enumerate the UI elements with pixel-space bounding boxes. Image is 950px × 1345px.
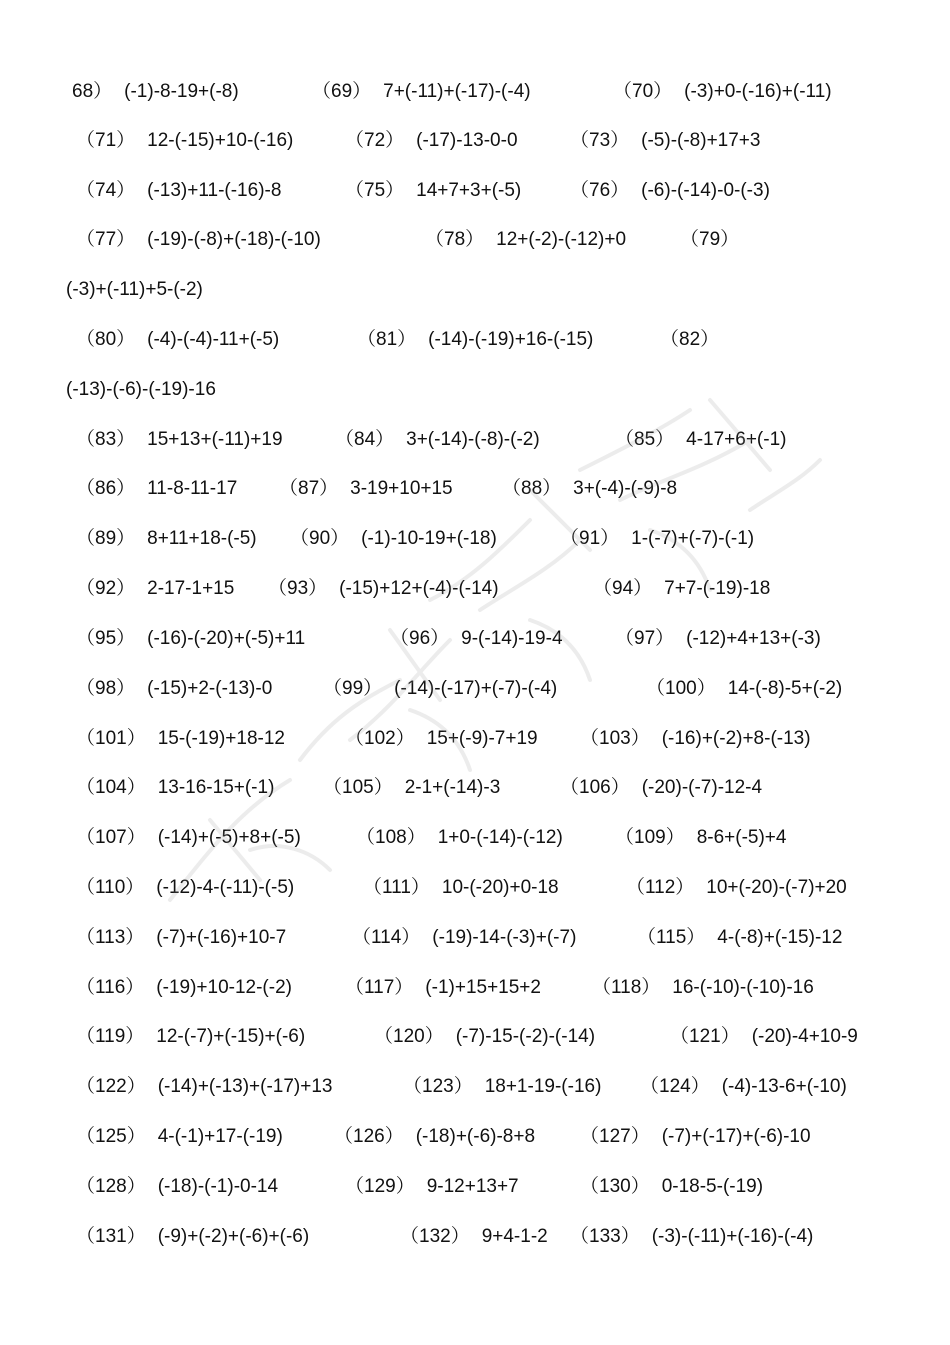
problem-number: 68） xyxy=(72,81,113,102)
problem-expression: 12+(-2)-(-12)+0 xyxy=(496,229,627,250)
problem-item xyxy=(580,725,811,753)
problem-row xyxy=(0,1223,950,1251)
problem-expression: 13-16-15+(-1) xyxy=(157,777,275,798)
problem-number: （78） xyxy=(425,229,485,250)
problem-item xyxy=(502,475,677,503)
problem-item xyxy=(290,525,497,553)
problem-expression: (-17)-13-0-0 xyxy=(416,130,518,151)
problem-expression: (-14)+(-13)+(-17)+13 xyxy=(157,1076,333,1097)
problem-item xyxy=(580,1123,811,1151)
problem-number: （113） xyxy=(76,927,145,948)
problem-item xyxy=(615,426,786,454)
problem-expression: 11-8-11-17 xyxy=(147,478,238,499)
problem-row xyxy=(0,426,950,454)
problem-expression: (-4)-(-4)-11+(-5) xyxy=(147,329,280,350)
problem-expression: (-6)-(-14)-0-(-3) xyxy=(641,180,770,201)
problem-expression: 4-17+6+(-1) xyxy=(686,429,787,450)
problem-row xyxy=(0,1173,950,1201)
problem-item xyxy=(374,1023,595,1051)
problem-expression: 14+7+3+(-5) xyxy=(416,180,522,201)
problem-number: （98） xyxy=(76,678,136,699)
problem-expression: (-4)-13-6+(-10) xyxy=(721,1076,847,1097)
problem-number: （73） xyxy=(570,130,630,151)
problem-item xyxy=(76,475,237,503)
problem-item xyxy=(335,426,540,454)
problem-item xyxy=(660,326,731,354)
problem-item xyxy=(76,824,301,852)
problem-number: （86） xyxy=(76,478,136,499)
problem-number: （127） xyxy=(580,1126,650,1147)
problem-number: （88） xyxy=(502,478,562,499)
problem-expression: (-14)+(-5)+8+(-5) xyxy=(157,827,301,848)
problem-number: （70） xyxy=(613,81,673,102)
problem-expression: (-18)-(-1)-0-14 xyxy=(157,1176,279,1197)
problem-item xyxy=(268,575,499,603)
problem-item xyxy=(357,326,593,354)
problem-item xyxy=(637,924,842,952)
problem-number: （74） xyxy=(76,180,136,201)
problem-number: （75） xyxy=(345,180,405,201)
problem-number: （85） xyxy=(615,429,675,450)
problem-expression: 9-12+13+7 xyxy=(426,1176,519,1197)
problem-row xyxy=(0,226,950,254)
problem-number: （93） xyxy=(268,578,328,599)
problem-number: （133） xyxy=(570,1226,640,1247)
problem-item xyxy=(279,475,453,503)
problem-number: （89） xyxy=(76,528,136,549)
problem-number: （110） xyxy=(76,877,145,898)
problem-expression: (-12)-4-(-11)-(-5) xyxy=(156,877,295,898)
problem-number: （117） xyxy=(345,977,414,998)
problem-row xyxy=(0,326,950,354)
problem-expression: (-20)-(-7)-12-4 xyxy=(641,777,763,798)
problem-expression: 15-(-19)+18-12 xyxy=(157,728,285,749)
problem-expression: (-1)-8-19+(-8) xyxy=(124,81,239,102)
problem-row xyxy=(0,575,950,603)
problem-number: （104） xyxy=(76,777,146,798)
problem-expression: 0-18-5-(-19) xyxy=(661,1176,764,1197)
problem-item xyxy=(626,874,847,902)
problem-row xyxy=(0,675,950,703)
problem-item xyxy=(76,127,293,155)
problem-expression: 18+1-19-(-16) xyxy=(484,1076,602,1097)
problem-number: （109） xyxy=(615,827,685,848)
problem-number: （106） xyxy=(560,777,630,798)
problem-expression: 12-(-7)+(-15)+(-6) xyxy=(156,1026,306,1047)
problem-row xyxy=(0,774,950,802)
problem-number: （69） xyxy=(312,81,372,102)
problem-expression: 3-19+10+15 xyxy=(350,478,453,499)
problem-number: （124） xyxy=(640,1076,710,1097)
problem-expression: 2-17-1+15 xyxy=(147,578,235,599)
problem-item xyxy=(670,1023,858,1051)
problem-number: （84） xyxy=(335,429,395,450)
problem-item xyxy=(570,1223,813,1251)
problem-expression: (-19)-(-8)+(-18)-(-10) xyxy=(147,229,321,250)
problem-item xyxy=(403,1073,601,1101)
problem-item xyxy=(345,1173,519,1201)
problem-expression: (-20)-4+10-9 xyxy=(751,1026,858,1047)
problem-number: （126） xyxy=(334,1126,404,1147)
problem-number: （102） xyxy=(345,728,415,749)
problem-expression: (-12)+4+13+(-3) xyxy=(686,628,821,649)
problem-item xyxy=(615,824,786,852)
problem-item xyxy=(345,177,521,205)
problem-expression: (-3)+0-(-16)+(-11) xyxy=(684,81,832,102)
problem-expression: 10+(-20)-(-7)+20 xyxy=(706,877,847,898)
problem-number: （94） xyxy=(593,578,653,599)
problem-expression: (-13)+11-(-16)-8 xyxy=(147,180,282,201)
problem-expression: (-13)-(-6)-(-19)-16 xyxy=(66,379,216,400)
problem-expression: (-3)+(-11)+5-(-2) xyxy=(66,279,203,300)
problem-item xyxy=(580,1173,763,1201)
problem-item xyxy=(76,1023,305,1051)
problem-number: （108） xyxy=(356,827,426,848)
problem-expression: 10-(-20)+0-18 xyxy=(441,877,559,898)
problem-row xyxy=(0,625,950,653)
problem-number: （76） xyxy=(570,180,630,201)
problem-item xyxy=(76,1073,332,1101)
problem-number: （105） xyxy=(323,777,393,798)
problem-number: （97） xyxy=(615,628,675,649)
problem-item xyxy=(425,226,626,254)
problem-expression: (-18)+(-6)-8+8 xyxy=(415,1126,536,1147)
problem-item xyxy=(570,127,760,155)
problem-item xyxy=(352,924,576,952)
problem-item xyxy=(76,874,294,902)
problem-number: （107） xyxy=(76,827,146,848)
problem-item xyxy=(72,78,239,106)
problem-expression: 9-(-14)-19-4 xyxy=(461,628,563,649)
problem-row xyxy=(0,1023,950,1051)
problem-item xyxy=(76,1173,278,1201)
problem-item xyxy=(76,1223,309,1251)
problem-number: （115） xyxy=(637,927,706,948)
problem-item xyxy=(593,575,770,603)
problem-expression: 4-(-8)+(-15)-12 xyxy=(717,927,843,948)
problem-item xyxy=(400,1223,548,1251)
problem-number: （100） xyxy=(646,678,716,699)
problem-item xyxy=(390,625,563,653)
problem-item xyxy=(76,625,305,653)
problem-item xyxy=(680,226,751,254)
problem-expression: 15+13+(-11)+19 xyxy=(147,429,283,450)
problem-item xyxy=(323,774,500,802)
problem-expression: (-7)+(-17)+(-6)-10 xyxy=(661,1126,811,1147)
problem-expression: (-14)-(-17)+(-7)-(-4) xyxy=(394,678,558,699)
problem-number: （95） xyxy=(76,628,136,649)
problem-expression: (-19)-14-(-3)+(-7) xyxy=(432,927,577,948)
problem-expression: (-3)-(-11)+(-16)-(-4) xyxy=(651,1226,814,1247)
problem-number: （116） xyxy=(76,977,145,998)
problem-expression: (-5)-(-8)+17+3 xyxy=(641,130,761,151)
problem-number: （72） xyxy=(345,130,405,151)
problem-number: （79） xyxy=(680,229,740,250)
problem-number: （122） xyxy=(76,1076,146,1097)
problem-row xyxy=(0,276,950,304)
problem-number: （123） xyxy=(403,1076,473,1097)
problem-row xyxy=(0,725,950,753)
problem-expression: (-14)-(-19)+16-(-15) xyxy=(428,329,594,350)
problem-expression: 3+(-14)-(-8)-(-2) xyxy=(406,429,540,450)
problem-number: （130） xyxy=(580,1176,650,1197)
problem-row xyxy=(0,1123,950,1151)
problem-number: （99） xyxy=(323,678,383,699)
problem-expression: 7+(-11)+(-17)-(-4) xyxy=(383,81,531,102)
problem-item xyxy=(76,725,285,753)
problem-item xyxy=(76,575,234,603)
problem-item xyxy=(66,276,203,304)
problem-number: （80） xyxy=(76,329,136,350)
problem-expression: 1-(-7)+(-7)-(-1) xyxy=(631,528,755,549)
problem-number: （103） xyxy=(580,728,650,749)
problem-number: （91） xyxy=(560,528,620,549)
problem-expression: 12-(-15)+10-(-16) xyxy=(147,130,294,151)
problem-expression: (-15)+12+(-4)-(-14) xyxy=(339,578,499,599)
problem-expression: 7+7-(-19)-18 xyxy=(664,578,771,599)
problem-expression: 8+11+18-(-5) xyxy=(147,528,257,549)
problem-number: （129） xyxy=(345,1176,415,1197)
problem-item xyxy=(76,774,274,802)
problem-item xyxy=(323,675,557,703)
problem-row xyxy=(0,177,950,205)
problem-expression: 14-(-8)-5+(-2) xyxy=(727,678,843,699)
problem-item xyxy=(640,1073,847,1101)
problem-number: （81） xyxy=(357,329,417,350)
problem-expression: 2-1+(-14)-3 xyxy=(404,777,501,798)
problem-number: （82） xyxy=(660,329,720,350)
problem-expression: (-15)+2-(-13)-0 xyxy=(147,678,273,699)
problem-expression: (-7)-15-(-2)-(-14) xyxy=(455,1026,596,1047)
problem-number: （101） xyxy=(76,728,146,749)
problem-number: （90） xyxy=(290,528,350,549)
problem-expression: (-1)+15+15+2 xyxy=(425,977,541,998)
problem-number: （118） xyxy=(592,977,661,998)
problem-number: （83） xyxy=(76,429,136,450)
problem-item xyxy=(312,78,531,106)
problem-item xyxy=(76,974,292,1002)
problem-row xyxy=(0,874,950,902)
problem-item xyxy=(76,924,286,952)
problem-expression: (-16)+(-2)+8-(-13) xyxy=(661,728,811,749)
problem-item xyxy=(76,426,283,454)
problem-item xyxy=(356,824,563,852)
problem-item xyxy=(76,226,321,254)
problem-row xyxy=(0,525,950,553)
problem-item xyxy=(560,525,754,553)
problem-item xyxy=(345,974,541,1002)
problem-number: （96） xyxy=(390,628,450,649)
problem-item xyxy=(615,625,821,653)
problem-item xyxy=(76,525,257,553)
problem-item xyxy=(560,774,762,802)
problem-item xyxy=(570,177,770,205)
problem-expression: (-9)+(-2)+(-6)+(-6) xyxy=(157,1226,310,1247)
problem-item xyxy=(76,1123,283,1151)
problem-row xyxy=(0,1073,950,1101)
problem-row xyxy=(0,824,950,852)
problem-row xyxy=(0,475,950,503)
problem-row xyxy=(0,127,950,155)
problem-row xyxy=(0,78,950,106)
problem-number: （71） xyxy=(76,130,136,151)
problem-item xyxy=(345,127,518,155)
problem-item xyxy=(76,177,281,205)
problem-row xyxy=(0,924,950,952)
problem-item xyxy=(592,974,814,1002)
problem-number: （125） xyxy=(76,1126,146,1147)
problem-expression: 16-(-10)-(-10)-16 xyxy=(672,977,814,998)
problem-number: （120） xyxy=(374,1026,444,1047)
problem-expression: (-7)+(-16)+10-7 xyxy=(156,927,287,948)
problem-expression: 8-6+(-5)+4 xyxy=(696,827,787,848)
problem-number: （112） xyxy=(626,877,695,898)
problem-expression: (-19)+10-12-(-2) xyxy=(156,977,292,998)
problem-number: （114） xyxy=(352,927,421,948)
problem-item xyxy=(613,78,832,106)
problem-item xyxy=(646,675,842,703)
problem-expression: 9+4-1-2 xyxy=(481,1226,548,1247)
problem-expression: 15+(-9)-7+19 xyxy=(426,728,538,749)
problem-expression: (-16)-(-20)+(-5)+11 xyxy=(147,628,306,649)
problem-item xyxy=(345,725,538,753)
problem-item xyxy=(363,874,559,902)
problem-item xyxy=(76,675,272,703)
problem-number: （77） xyxy=(76,229,136,250)
problem-expression: 3+(-4)-(-9)-8 xyxy=(573,478,678,499)
problem-number: （132） xyxy=(400,1226,470,1247)
problem-item xyxy=(76,326,279,354)
problem-item xyxy=(66,376,216,404)
problem-item xyxy=(334,1123,535,1151)
problem-number: （128） xyxy=(76,1176,146,1197)
problem-number: （131） xyxy=(76,1226,146,1247)
problem-number: （111） xyxy=(363,877,430,898)
problem-expression: 1+0-(-14)-(-12) xyxy=(437,827,563,848)
problem-number: （92） xyxy=(76,578,136,599)
problem-number: （87） xyxy=(279,478,339,499)
problem-row xyxy=(0,974,950,1002)
problem-expression: (-1)-10-19+(-18) xyxy=(361,528,497,549)
problem-expression: 4-(-1)+17-(-19) xyxy=(157,1126,283,1147)
problem-number: （119） xyxy=(76,1026,145,1047)
problem-number: （121） xyxy=(670,1026,740,1047)
problem-row xyxy=(0,376,950,404)
